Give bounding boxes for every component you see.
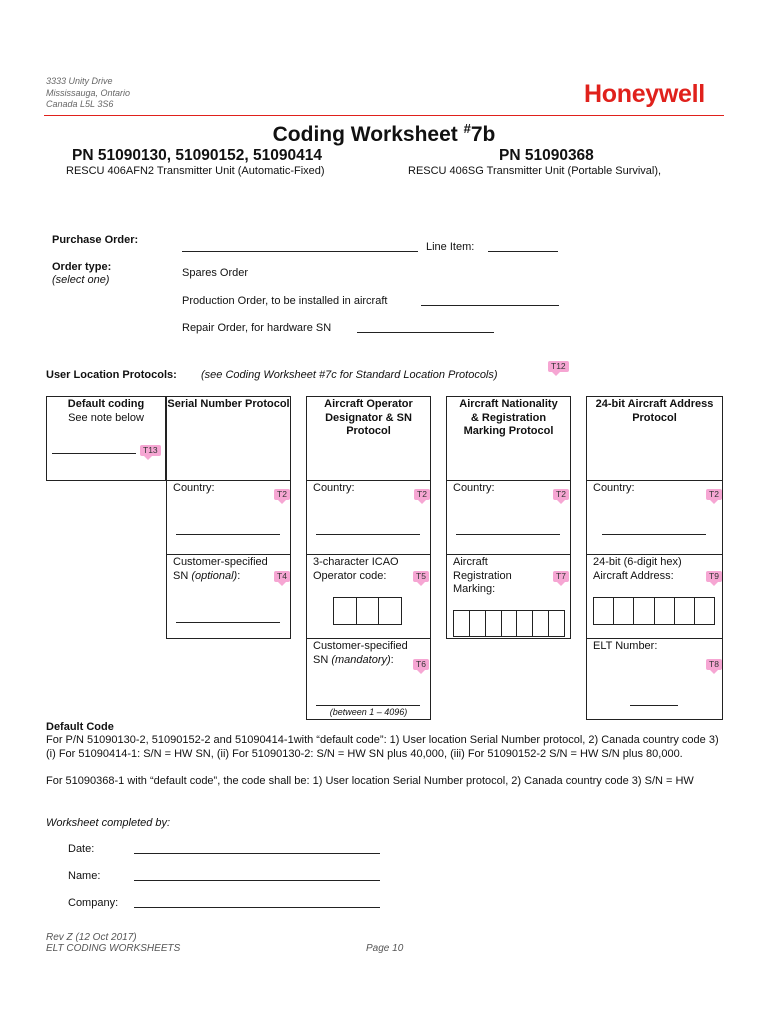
title-sup: # xyxy=(463,121,471,136)
country-label: Country: xyxy=(593,482,635,494)
t13-tag: T13 xyxy=(140,445,161,456)
repair-sn-field[interactable] xyxy=(357,332,494,333)
serial-number-title: Serial Number Protocol xyxy=(167,398,290,410)
nationality-country-field[interactable] xyxy=(456,534,560,535)
t2-tag: T2 xyxy=(553,489,569,500)
address-title: 24-bit Aircraft Address Protocol xyxy=(595,398,714,424)
operator-country-cell xyxy=(306,480,431,555)
default-code-paragraph-2: For 51090368-1 with “default code”, the code shall be: 1) User location Serial Number protocol, 2) Canada country code 3) S/N = HW xyxy=(46,775,694,787)
page-number: Page 10 xyxy=(366,943,404,954)
title-suffix: 7b xyxy=(470,123,496,146)
t7-tag: T7 xyxy=(553,571,569,582)
hex-address-boxes[interactable] xyxy=(593,597,715,625)
protocols-label: User Location Protocols: xyxy=(46,369,177,381)
t2-tag: T2 xyxy=(414,489,430,500)
registration-label: Aircraft Registration Marking: xyxy=(453,556,512,595)
left-product-description: RESCU 406AFN2 Transmitter Unit (Automatic-Fixed) xyxy=(66,165,325,177)
right-product-description: RESCU 406SG Transmitter Unit (Portable Survival), xyxy=(408,165,662,177)
operator-sn-field[interactable] xyxy=(316,705,420,706)
production-order-option[interactable]: Production Order, to be installed in aircraft xyxy=(182,295,388,307)
hex-address-label: 24-bit (6-digit hex) Aircraft Address: xyxy=(593,556,682,582)
mandatory-text: (mandatory) xyxy=(331,653,391,666)
right-part-number: PN 51090368 xyxy=(499,147,594,164)
customer-sn-text: Customer-specified SN xyxy=(313,640,408,666)
company-field[interactable] xyxy=(134,907,380,908)
company-label: Company: xyxy=(68,897,119,909)
operator-title: Aircraft Operator Designator & SN Protocol xyxy=(324,398,413,437)
nationality-title: Aircraft Nationality & Registration Marking Protocol xyxy=(459,398,558,437)
elt-number-cell xyxy=(586,638,723,720)
default-coding-field[interactable] xyxy=(52,453,136,454)
spares-order-option[interactable]: Spares Order xyxy=(182,267,249,279)
range-note: (between 1 – 4096) xyxy=(329,707,408,717)
completed-by-label: Worksheet completed by: xyxy=(46,817,171,829)
page-title xyxy=(0,121,768,147)
optional-text: (optional) xyxy=(191,569,238,582)
name-label: Name: xyxy=(68,870,101,882)
customer-sn-label: Customer-specified SN (optional): xyxy=(173,556,268,582)
company-address xyxy=(46,76,130,111)
date-label: Date: xyxy=(68,843,95,855)
purchase-order-field[interactable] xyxy=(182,251,418,252)
t2-tag: T2 xyxy=(274,489,290,500)
t12-tag: T12 xyxy=(548,361,569,372)
order-type-hint: (select one) xyxy=(52,274,110,286)
serial-sn-cell xyxy=(166,554,291,639)
address-header xyxy=(586,396,723,481)
title-prefix: Coding Worksheet xyxy=(272,123,464,146)
country-label: Country: xyxy=(313,482,355,494)
address-country-cell xyxy=(586,480,723,555)
t9-tag: T9 xyxy=(706,571,722,582)
serial-country-field[interactable] xyxy=(176,534,280,535)
document-name: ELT CODING WORKSHEETS xyxy=(46,943,181,954)
icao-label: 3-character ICAO Operator code: xyxy=(313,556,399,582)
honeywell-logo: Honeywell xyxy=(584,80,705,108)
address-line: 3333 Unity Drive xyxy=(46,76,113,86)
elt-number-field[interactable] xyxy=(630,705,678,706)
serial-sn-field[interactable] xyxy=(176,622,280,623)
left-part-numbers: PN 51090130, 51090152, 51090414 xyxy=(72,147,322,164)
customer-sn-text: Customer-specified SN xyxy=(173,556,268,582)
repair-order-option[interactable]: Repair Order, for hardware SN xyxy=(182,322,332,334)
order-type-label: Order type: xyxy=(52,261,112,273)
default-coding-note: See note below xyxy=(68,411,144,424)
default-coding-title: Default coding xyxy=(67,398,145,410)
icao-code-boxes[interactable] xyxy=(333,597,402,625)
t2-tag: T2 xyxy=(706,489,722,500)
country-label: Country: xyxy=(453,482,495,494)
default-coding-box xyxy=(46,396,166,481)
purchase-order-label: Purchase Order: xyxy=(52,234,139,246)
customer-sn-label: Customer-specified SN (mandatory): xyxy=(313,640,408,666)
operator-header xyxy=(306,396,431,481)
header-divider xyxy=(44,115,724,116)
protocols-note: (see Coding Worksheet #7c for Standard Location Protocols) xyxy=(201,369,498,381)
address-country-field[interactable] xyxy=(602,534,706,535)
address-line: Mississauga, Ontario xyxy=(46,87,131,98)
name-field[interactable] xyxy=(134,880,380,881)
production-aircraft-field[interactable] xyxy=(421,305,559,306)
t6-tag: T6 xyxy=(413,659,429,670)
revision-note: Rev Z (12 Oct 2017) xyxy=(46,932,137,943)
default-code-heading: Default Code xyxy=(46,721,114,733)
t4-tag: T4 xyxy=(274,571,290,582)
elt-number-label: ELT Number: xyxy=(593,640,658,652)
t5-tag: T5 xyxy=(413,571,429,582)
operator-country-field[interactable] xyxy=(316,534,420,535)
registration-marking-boxes[interactable] xyxy=(453,610,565,637)
t8-tag: T8 xyxy=(706,659,722,670)
date-field[interactable] xyxy=(134,853,380,854)
default-code-paragraph-1: For P/N 51090130-2, 51090152-2 and 51090414-1with “default code”: 1) User location Serial Number protocol, 2) Canada country code 3) (i) For 51090414-1: S/N = HW SN, (ii) For 51090130-2: S/N = HW SN plus 40,000, (iii) For 51090152-2 S/N = HW S/N plus 80,000. xyxy=(46,734,719,760)
nationality-header xyxy=(446,396,571,481)
serial-country-cell xyxy=(166,480,291,555)
country-label: Country: xyxy=(173,482,215,494)
serial-number-header xyxy=(166,396,291,481)
line-item-label: Line Item: xyxy=(426,241,475,253)
line-item-field[interactable] xyxy=(488,251,558,252)
address-line: Canada L5L 3S6 xyxy=(46,99,114,109)
